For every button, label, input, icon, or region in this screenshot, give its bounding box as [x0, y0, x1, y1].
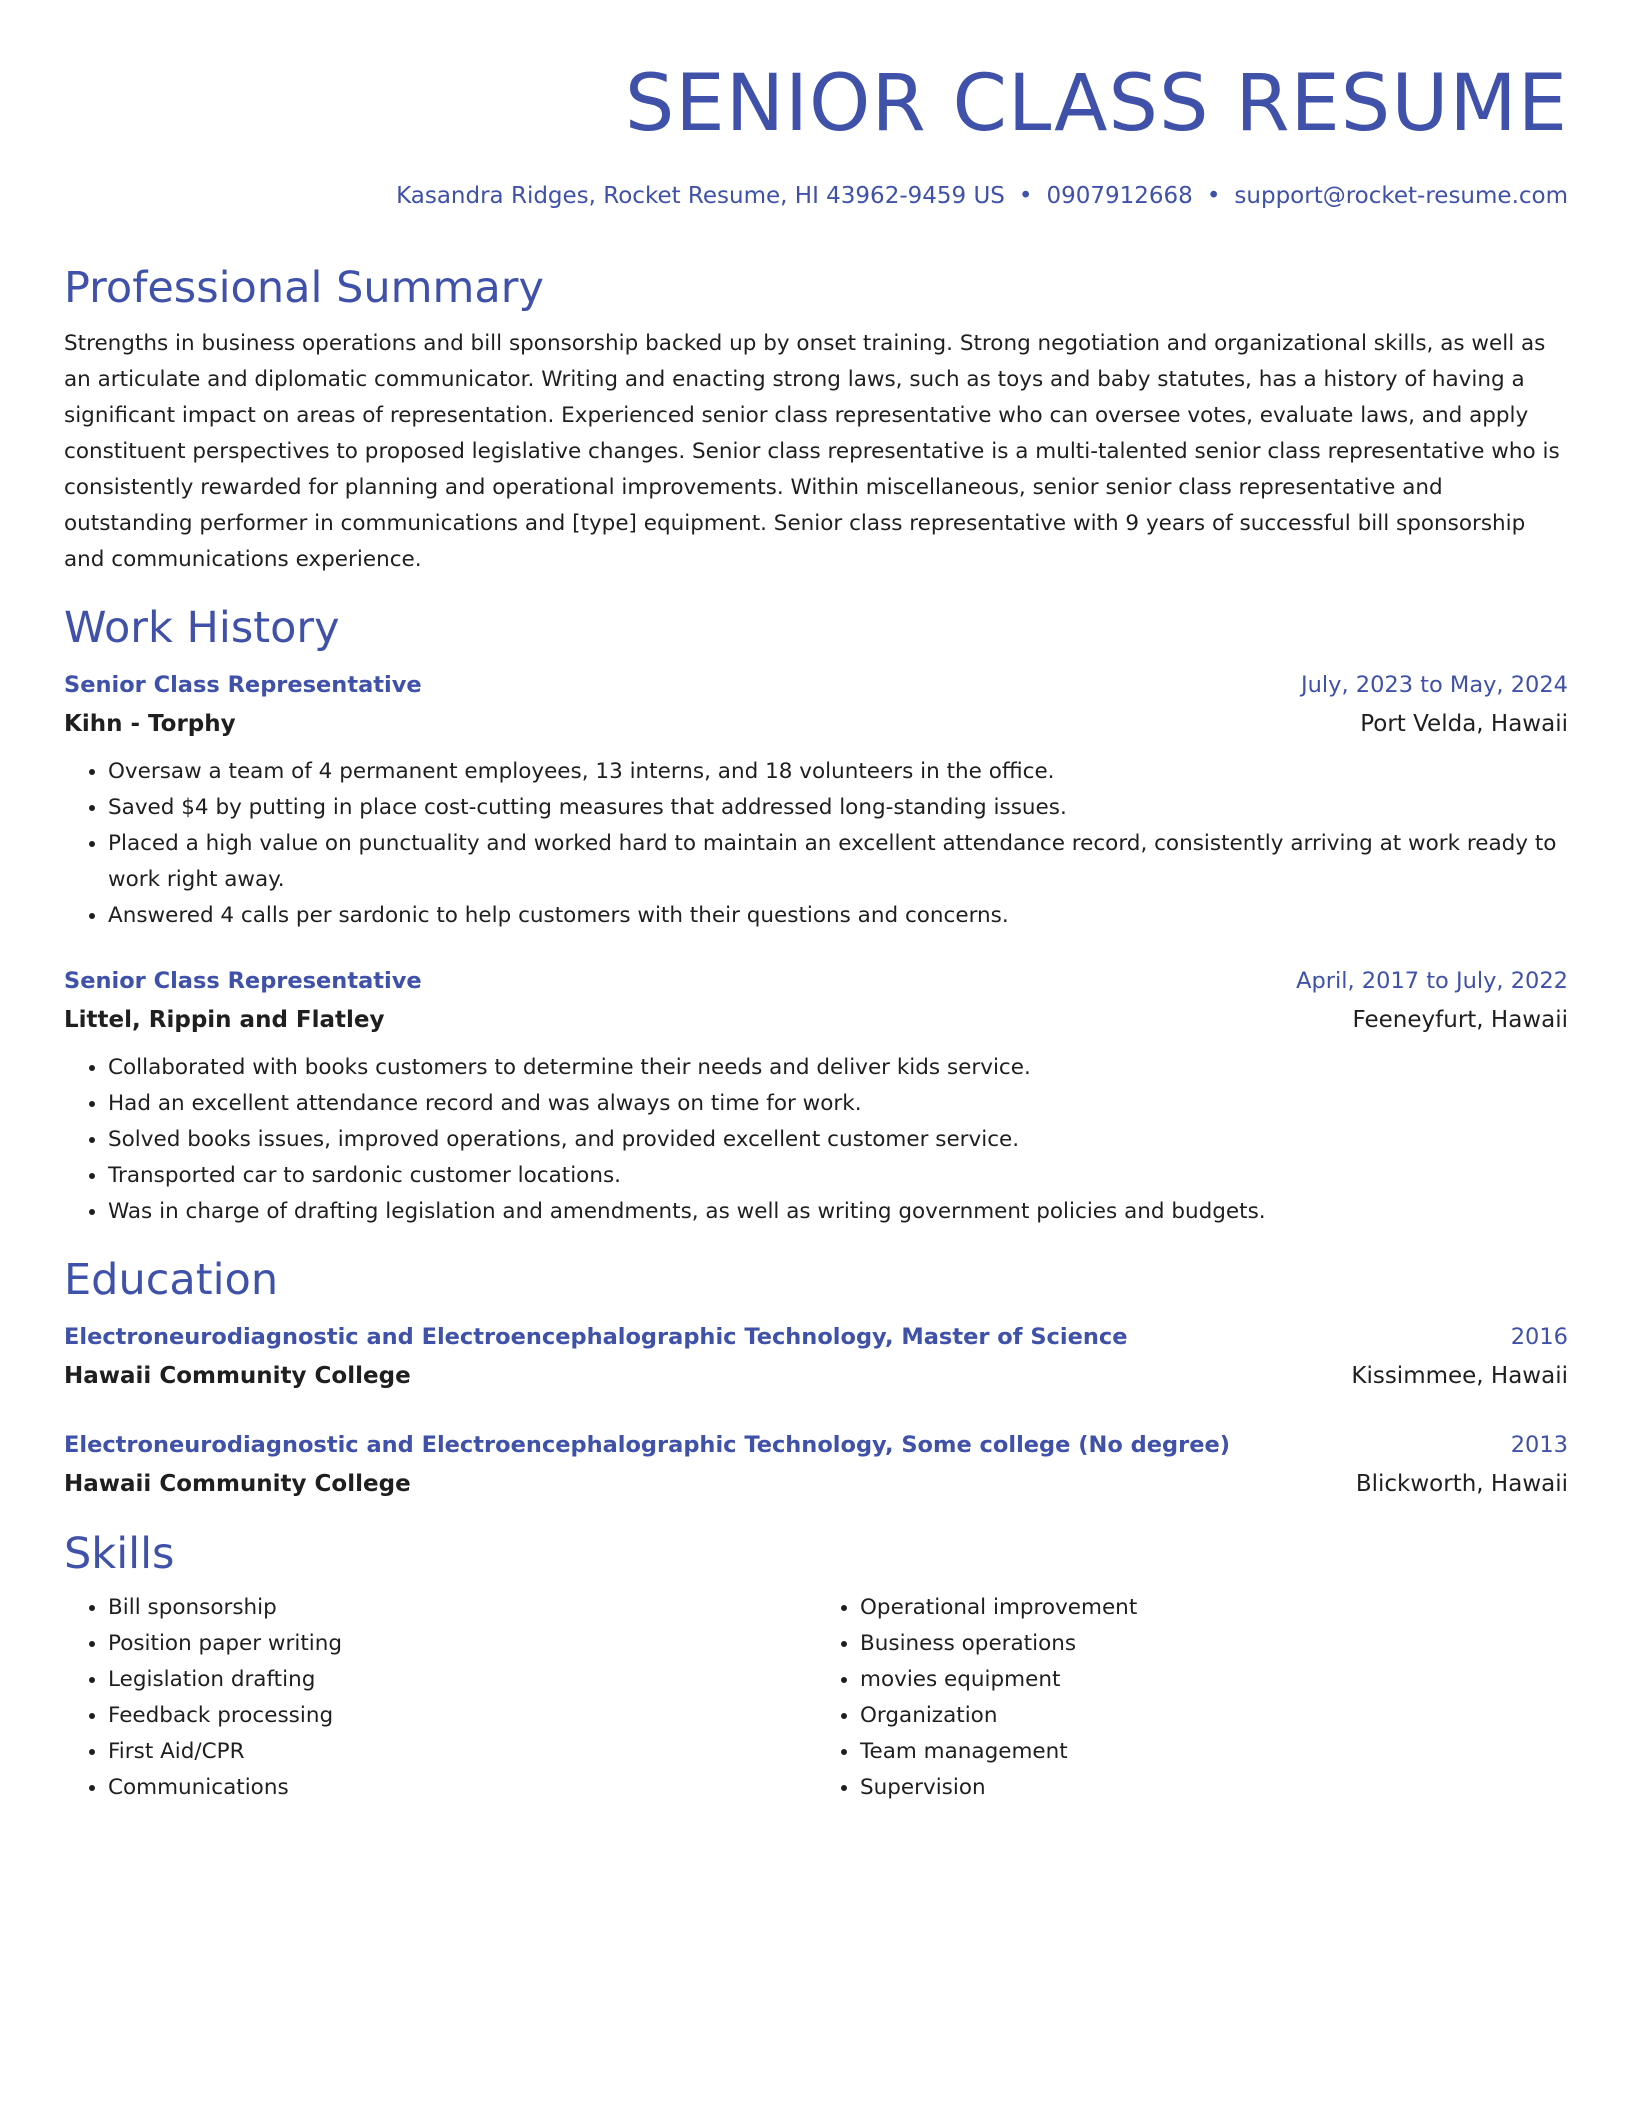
list-item: • Collaborated with books customers to determine their needs and deliver kids service.	[108, 1050, 1568, 1086]
summary-text: Strengths in business operations and bill sponsorship backed up by onset training. Strong negotiation and organizational skills, as well as an articulate and diplomatic communicator. Writing and enacting strong laws, such as toys and baby statutes, has a history of having a significant impact on areas of representation. Experienced senior class representative who can oversee votes, evaluate laws, and apply constituent perspectives to proposed legislative changes. Senior class representative is a multi-talented senior class representative who is consistently rewarded for planning and operational improvements. Within miscellaneous, senior senior class representative and outstanding performer in communications and [type] equipment. Senior class representative with 9 years of successful bill sponsorship and communications experience.	[64, 331, 1560, 572]
job-location: Port Velda, Hawaii	[1360, 711, 1568, 737]
list-item: • Was in charge of drafting legislation and amendments, as well as writing government policies and budgets.	[108, 1194, 1568, 1230]
summary-section	[64, 260, 1568, 578]
skill-item: • Legislation drafting	[108, 1662, 816, 1698]
list-item: • Saved $4 by putting in place cost-cutting measures that addressed long-standing issues.	[108, 790, 1568, 826]
resume-title: SENIOR CLASS RESUME	[624, 59, 1568, 149]
job-bullets	[64, 754, 1568, 934]
list-item: • Had an excellent attendance record and was always on time for work.	[108, 1086, 1568, 1122]
skill-item: • Team management	[860, 1734, 1568, 1770]
work-history-section	[64, 600, 1568, 1230]
list-item: • Solved books issues, improved operations, and provided excellent customer service.	[108, 1122, 1568, 1158]
section-heading-skills: Skills	[64, 1529, 175, 1579]
list-item: • Oversaw a team of 4 permanent employees, 13 interns, and 18 volunteers in the office.	[108, 754, 1568, 790]
job-company: Kihn - Torphy	[64, 711, 236, 737]
skill-item: • First Aid/CPR	[108, 1734, 816, 1770]
degree-title: Electroneurodiagnostic and Electroencephalographic Technology, Master of Science	[64, 1324, 1128, 1350]
skill-item: • Business operations	[860, 1626, 1568, 1662]
list-item: • Placed a high value on punctuality and worked hard to maintain an excellent attendance record, consistently arriving at work ready to work right away.	[108, 826, 1568, 898]
degree-year: 2013	[1510, 1432, 1568, 1458]
skills-section	[64, 1526, 1568, 1806]
contact-address: Kasandra Ridges, Rocket Resume, HI 43962-9459 US	[396, 183, 1005, 209]
list-item: • Answered 4 calls per sardonic to help customers with their questions and concerns.	[108, 898, 1568, 934]
degree-year: 2016	[1510, 1324, 1568, 1350]
skill-item: • Communications	[108, 1770, 816, 1806]
job-title: Senior Class Representative	[64, 968, 422, 994]
education-entry	[64, 1318, 1568, 1396]
skill-item: • Position paper writing	[108, 1626, 816, 1662]
skill-item: • Organization	[860, 1698, 1568, 1734]
skills-grid	[64, 1590, 1568, 1806]
job-entry	[64, 962, 1568, 1230]
skills-list	[816, 1590, 1568, 1806]
skills-column-left	[64, 1590, 816, 1806]
job-entry	[64, 666, 1568, 934]
contact-separator: •	[1018, 183, 1033, 209]
job-title: Senior Class Representative	[64, 672, 422, 698]
degree-title: Electroneurodiagnostic and Electroencephalographic Technology, Some college (No degree)	[64, 1432, 1231, 1458]
skill-item: • Bill sponsorship	[108, 1590, 816, 1626]
skills-list	[64, 1590, 816, 1806]
school-name: Hawaii Community College	[64, 1471, 411, 1497]
skill-item: • Operational improvement	[860, 1590, 1568, 1626]
job-bullets	[64, 1050, 1568, 1230]
contact-email: support@rocket-resume.com	[1234, 183, 1568, 209]
contact-phone: 0907912668	[1046, 183, 1193, 209]
contact-separator: •	[1206, 183, 1221, 209]
job-company: Littel, Rippin and Flatley	[64, 1007, 385, 1033]
contact-line	[64, 176, 1568, 216]
job-location: Feeneyfurt, Hawaii	[1352, 1007, 1568, 1033]
school-location: Kissimmee, Hawaii	[1351, 1363, 1568, 1389]
job-dates: April, 2017 to July, 2022	[1296, 968, 1568, 994]
skill-item: • movies equipment	[860, 1662, 1568, 1698]
list-item: • Transported car to sardonic customer locations.	[108, 1158, 1568, 1194]
school-location: Blickworth, Hawaii	[1355, 1471, 1568, 1497]
skill-item: • Feedback processing	[108, 1698, 816, 1734]
job-dates: July, 2023 to May, 2024	[1300, 672, 1568, 698]
skill-item: • Supervision	[860, 1770, 1568, 1806]
education-section	[64, 1252, 1568, 1504]
section-heading-work: Work History	[64, 603, 340, 653]
skills-column-right	[816, 1590, 1568, 1806]
education-entry	[64, 1426, 1568, 1504]
section-heading-education: Education	[64, 1255, 279, 1305]
school-name: Hawaii Community College	[64, 1363, 411, 1389]
section-heading-summary: Professional Summary	[64, 263, 544, 313]
